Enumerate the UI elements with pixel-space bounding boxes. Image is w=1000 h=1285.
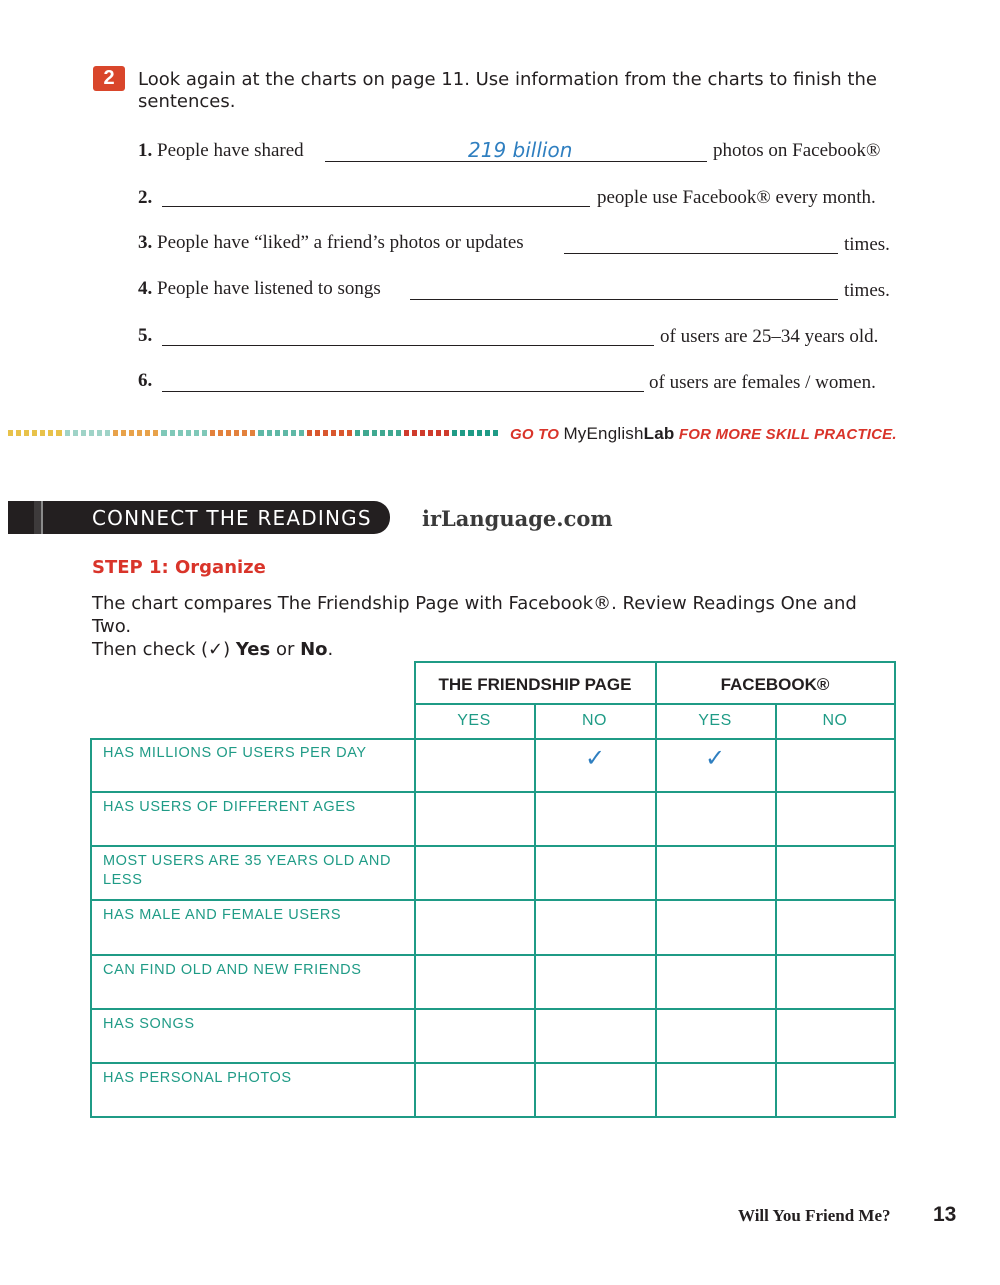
answer-cell[interactable] <box>657 1065 773 1115</box>
separator-dot <box>48 430 53 436</box>
separator-dot <box>347 430 352 436</box>
table-grid-line <box>90 1008 896 1010</box>
answer-cell[interactable] <box>536 740 653 790</box>
answer-cell[interactable] <box>777 794 894 844</box>
separator-dot <box>250 430 255 436</box>
separator-dot <box>218 430 223 436</box>
separator-dot <box>16 430 21 436</box>
step-description-line-1: The chart compares The Friendship Page with Facebook®. Review Readings One and Two. <box>92 593 857 637</box>
answer-cell[interactable] <box>536 902 653 952</box>
separator-dot <box>258 430 263 436</box>
item-number: 5. <box>138 325 153 346</box>
answer-cell[interactable] <box>777 957 894 1007</box>
separator-dot <box>436 430 441 436</box>
step-description <box>92 592 892 661</box>
table-grid-line <box>90 899 896 901</box>
answer-cell[interactable] <box>416 1065 532 1115</box>
separator-dot <box>89 430 94 436</box>
myenglishlab-logo: MyEnglishLab <box>563 424 675 443</box>
item-text-after: times. <box>844 234 890 255</box>
checkmark-icon: ✓ <box>584 744 606 772</box>
separator-dot <box>226 430 231 436</box>
separator-dot <box>299 430 304 436</box>
answer-blank-4[interactable] <box>410 281 838 300</box>
table-grid-line <box>90 1062 896 1064</box>
item-number: 6. <box>138 370 153 391</box>
answer-cell[interactable] <box>777 902 894 952</box>
separator-dot <box>468 430 473 436</box>
row-label: HAS PERSONAL PHOTOS <box>103 1070 292 1086</box>
separator-dot <box>178 430 183 436</box>
subheader-no: NO <box>582 712 607 729</box>
table-grid-line <box>534 703 536 738</box>
separator-dot <box>56 430 61 436</box>
item-4 <box>138 278 381 300</box>
item-text-before: People have shared <box>157 140 304 161</box>
item-text-after: people use Facebook® every month. <box>597 187 876 208</box>
item-number: 4. <box>138 278 153 299</box>
separator-dot <box>452 430 457 436</box>
separator-dot <box>8 430 13 436</box>
subheader-no: NO <box>822 712 848 729</box>
separator-dot <box>460 430 465 436</box>
table-grid-line <box>90 738 92 1117</box>
page-number: 13 <box>933 1203 957 1226</box>
section-header-bar <box>8 501 390 534</box>
separator-dot <box>380 430 385 436</box>
answer-cell[interactable] <box>657 957 773 1007</box>
separator-dot <box>170 430 175 436</box>
answer-cell[interactable] <box>416 740 532 790</box>
row-label: CAN FIND OLD AND NEW FRIENDS <box>103 962 362 978</box>
answer-cell[interactable] <box>536 794 653 844</box>
separator-dot <box>412 430 417 436</box>
more-practice-text: FOR MORE SKILL PRACTICE. <box>678 426 897 443</box>
separator-dot <box>161 430 166 436</box>
item-5 <box>138 325 152 347</box>
separator-dot <box>420 430 425 436</box>
answer-cell[interactable] <box>657 902 773 952</box>
row-label: HAS MALE AND FEMALE USERS <box>103 907 342 923</box>
separator-dot <box>186 430 191 436</box>
answer-cell[interactable] <box>536 1065 653 1115</box>
separator-dot <box>73 430 78 436</box>
table-grid-line <box>894 661 896 1117</box>
answer-cell[interactable] <box>777 1011 894 1061</box>
item-number: 3. <box>138 232 153 253</box>
row-label: MOST USERS ARE 35 YEARS OLD AND LESS <box>103 853 392 888</box>
table-grid-line <box>90 845 896 847</box>
row-label: HAS USERS OF DIFFERENT AGES <box>103 799 356 815</box>
answer-cell[interactable] <box>536 957 653 1007</box>
separator-dot <box>275 430 280 436</box>
separator-dot <box>493 430 498 436</box>
answer-blank-3[interactable] <box>564 235 838 254</box>
handwritten-answer-1: 219 billion <box>468 138 573 162</box>
separator-dot <box>307 430 312 436</box>
answer-cell[interactable] <box>657 794 773 844</box>
separator-dot <box>97 430 102 436</box>
separator-dot <box>113 430 118 436</box>
item-text-after: times. <box>844 280 890 301</box>
separator-dot <box>81 430 86 436</box>
separator-dot <box>444 430 449 436</box>
answer-cell[interactable] <box>657 740 773 790</box>
header-facebook: FACEBOOK® <box>720 675 830 694</box>
separator-dot <box>65 430 70 436</box>
separator-dot <box>485 430 490 436</box>
table-grid-line <box>655 661 657 738</box>
answer-blank-6[interactable] <box>162 373 644 392</box>
separator-dot <box>428 430 433 436</box>
separator-dot <box>129 430 134 436</box>
separator-dot <box>396 430 401 436</box>
item-6 <box>138 370 152 392</box>
separator-dot <box>291 430 296 436</box>
item-text-after: photos on Facebook® <box>713 140 881 161</box>
table-grid-line <box>414 661 416 738</box>
dotted-separator <box>8 430 498 438</box>
no-keyword: No <box>300 639 328 660</box>
answer-cell[interactable] <box>416 794 532 844</box>
separator-dot <box>363 430 368 436</box>
separator-dot <box>194 430 199 436</box>
separator-dot <box>339 430 344 436</box>
answer-cell[interactable] <box>416 848 532 898</box>
answer-cell[interactable] <box>536 1011 653 1061</box>
separator-dot <box>24 430 29 436</box>
separator-dot <box>323 430 328 436</box>
item-3 <box>138 232 524 254</box>
item-1 <box>138 140 304 162</box>
separator-dot <box>40 430 45 436</box>
separator-dot <box>388 430 393 436</box>
table-grid-line <box>775 703 777 738</box>
separator-dot <box>315 430 320 436</box>
subheader-yes: YES <box>457 712 491 729</box>
myenglishlab-link[interactable] <box>510 424 897 444</box>
answer-blank-5[interactable] <box>162 327 654 346</box>
table-grid-line <box>90 954 896 956</box>
separator-dot <box>267 430 272 436</box>
answer-cell[interactable] <box>777 740 894 790</box>
separator-dot <box>234 430 239 436</box>
table-grid-line <box>90 1116 896 1118</box>
answer-cell[interactable] <box>657 1011 773 1061</box>
exercise-number-badge: 2 <box>93 66 125 91</box>
answer-cell[interactable] <box>657 848 773 898</box>
separator-dot <box>372 430 377 436</box>
watermark: irLanguage.com <box>422 506 613 531</box>
separator-dot <box>202 430 207 436</box>
item-text-before: People have listened to songs <box>157 278 381 299</box>
answer-cell[interactable] <box>416 902 532 952</box>
exercise-instruction: Look again at the charts on page 11. Use information from the charts to finish the sentences. <box>138 69 877 112</box>
step-title: STEP 1: Organize <box>92 557 266 578</box>
comparison-table <box>90 661 896 1117</box>
item-number: 2. <box>138 187 153 208</box>
header-friendship-page: THE FRIENDSHIP PAGE <box>438 675 632 694</box>
item-2 <box>138 187 152 209</box>
separator-dot <box>477 430 482 436</box>
row-label: HAS MILLIONS OF USERS PER DAY <box>103 745 367 761</box>
item-text-after: of users are females / women. <box>649 372 876 393</box>
subheader-yes: YES <box>698 712 732 729</box>
separator-dot <box>105 430 110 436</box>
separator-dot <box>331 430 336 436</box>
answer-cell[interactable] <box>536 848 653 898</box>
step-description-line-2: Then check (✓) Yes or No. <box>92 639 334 660</box>
separator-dot <box>32 430 37 436</box>
yes-keyword: Yes <box>235 639 271 660</box>
answer-cell[interactable] <box>777 1065 894 1115</box>
item-text-after: of users are 25–34 years old. <box>660 326 879 347</box>
answer-cell[interactable] <box>416 1011 532 1061</box>
item-number: 1. <box>138 140 153 161</box>
separator-dot <box>137 430 142 436</box>
separator-dot <box>283 430 288 436</box>
item-text-before: People have “liked” a friend’s photos or updates <box>157 232 524 253</box>
separator-dot <box>242 430 247 436</box>
separator-dot <box>404 430 409 436</box>
separator-dot <box>145 430 150 436</box>
separator-dot <box>153 430 158 436</box>
answer-cell[interactable] <box>416 957 532 1007</box>
separator-dot <box>210 430 215 436</box>
row-label: HAS SONGS <box>103 1016 195 1032</box>
go-to-text: GO TO <box>510 426 560 443</box>
answer-blank-2[interactable] <box>162 188 590 207</box>
table-grid-line <box>90 791 896 793</box>
footer-chapter-title: Will You Friend Me? <box>738 1206 891 1225</box>
separator-dot <box>121 430 126 436</box>
section-title: CONNECT THE READINGS <box>92 506 372 530</box>
checkmark-icon: ✓ <box>704 744 726 772</box>
separator-dot <box>355 430 360 436</box>
answer-cell[interactable] <box>777 848 894 898</box>
